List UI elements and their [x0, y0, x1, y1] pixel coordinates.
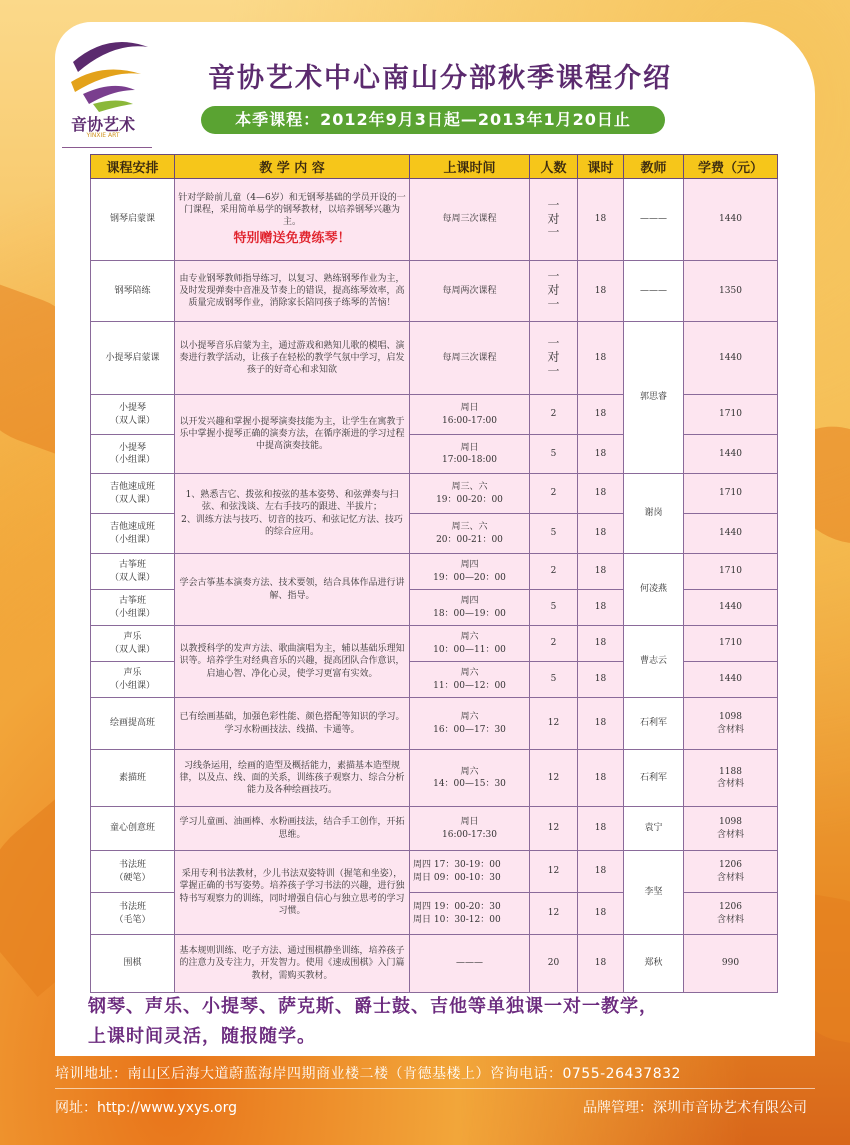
fee: 1206 含材料	[684, 893, 778, 935]
lesson-hours: 18	[578, 474, 624, 514]
student-count: 2	[530, 554, 578, 590]
fee: 1440	[684, 662, 778, 698]
student-count: 5	[530, 662, 578, 698]
course-time: 周三、六 20：00-21：00	[410, 514, 530, 554]
header-cell: 学费（元）	[684, 155, 778, 179]
lesson-hours: 18	[578, 662, 624, 698]
header-cell: 人数	[530, 155, 578, 179]
fee: 1440	[684, 179, 778, 261]
course-content: 由专业钢琴教师指导练习，以复习、熟练钢琴作业为主，及时发现弹奏中音准及节奏上的错误，提高练琴效率，高质量完成钢琴作业，消除家长陪同孩子练琴的苦恼！	[175, 261, 410, 322]
course-content: 以小提琴音乐启蒙为主，通过游戏和熟知儿歌的模唱、演奏进行教学活动，让孩子在轻松的教学气氛中学习，启发孩子的好奇心和求知欲	[175, 322, 410, 395]
course-name: 钢琴陪练	[91, 261, 175, 322]
header-cell: 上课时间	[410, 155, 530, 179]
student-count: 5	[530, 590, 578, 626]
course-content: 采用专利书法教材，少儿书法双姿特训（握笔和坐姿），掌握正确的书写姿势。培养孩子学习书法的兴趣，进行独特书写观察力的训练，同时增强自信心与独立思考的学习习惯。	[175, 851, 410, 935]
fee: 1710	[684, 395, 778, 435]
course-time: 周日 17:00-18:00	[410, 435, 530, 474]
course-content: 习线条运用，绘画的造型及概括能力，素描基本造型规律，以及点、线、面的关系，训练孩子观察力、综合分析能力及各种绘画技巧。	[175, 750, 410, 807]
course-name: 小提琴启蒙课	[91, 322, 175, 395]
course-content: 1、熟悉吉它、拨弦和按弦的基本姿势、和弦弹奏与扫弦、和弦浅谈、左右手技巧的跟进、半拔片； 2、训练方法与技巧、切音的技巧、和弦记忆方法、技巧的综合应用。	[175, 474, 410, 554]
course-name: 小提琴 （小组课）	[91, 435, 175, 474]
table-header-row	[91, 155, 778, 179]
course-name: 古筝班 （小组课）	[91, 590, 175, 626]
header-cell: 课程安排	[91, 155, 175, 179]
footer-divider	[55, 1088, 815, 1089]
table-row	[91, 807, 778, 851]
divider	[62, 147, 152, 148]
footer-address: 培训地址：南山区后海大道蔚蓝海岸四期商业楼二楼（肯德基楼上）咨询电话：0755-26437832	[55, 1066, 681, 1082]
logo-subtext: YINXIE ART	[86, 132, 120, 139]
student-count: 5	[530, 435, 578, 474]
fee: 1206 含材料	[684, 851, 778, 893]
course-time: 周四 17：30-19：00 周日 09：00-10：30	[410, 851, 530, 893]
student-count: 2	[530, 395, 578, 435]
course-time: 周三、六 19：00-20：00	[410, 474, 530, 514]
table-row	[91, 322, 778, 395]
student-count: 2	[530, 626, 578, 662]
promo-text	[88, 992, 788, 1052]
fee: 1098 含材料	[684, 698, 778, 750]
course-name: 绘画提高班	[91, 698, 175, 750]
course-name: 书法班 （毛笔）	[91, 893, 175, 935]
course-table	[90, 154, 778, 993]
student-count: 20	[530, 935, 578, 993]
course-name: 素描班	[91, 750, 175, 807]
lesson-hours: 18	[578, 698, 624, 750]
teacher: 石利军	[624, 750, 684, 807]
course-content-text: 针对学龄前儿童（4—6岁）和无钢琴基础的学员开设的一门课程，采用简单易学的钢琴教材，以培养钢琴兴趣为主。	[178, 192, 406, 227]
course-name: 古筝班 （双人课）	[91, 554, 175, 590]
lesson-hours: 18	[578, 626, 624, 662]
table-row	[91, 626, 778, 662]
lesson-hours: 18	[578, 435, 624, 474]
course-time: 周六 11：00—12：00	[410, 662, 530, 698]
student-count: 12	[530, 750, 578, 807]
footer-bottom	[55, 1097, 815, 1117]
course-name: 吉他速成班 （小组课）	[91, 514, 175, 554]
table-row	[91, 554, 778, 590]
table-row	[91, 261, 778, 322]
course-time: 周四 19：00—20：00	[410, 554, 530, 590]
course-name: 声乐 （双人课）	[91, 626, 175, 662]
table-row	[91, 750, 778, 807]
course-name: 声乐 （小组课）	[91, 662, 175, 698]
fee: 1188 含材料	[684, 750, 778, 807]
lesson-hours: 18	[578, 395, 624, 435]
fee: 1440	[684, 435, 778, 474]
teacher: 李坚	[624, 851, 684, 935]
free-practice-note: 特别赠送免费练琴！	[233, 230, 351, 246]
season-banner: 本季课程：2012年9月3日起—2013年1月20日止	[201, 106, 665, 134]
brand-management: 品牌管理：深圳市音协艺术有限公司	[583, 1100, 807, 1116]
lesson-hours: 18	[578, 893, 624, 935]
course-name: 吉他速成班 （双人课）	[91, 474, 175, 514]
lesson-hours: 18	[578, 750, 624, 807]
course-content: 学习儿童画、油画棒、水粉画技法，结合手工创作，开拓思维。	[175, 807, 410, 851]
course-name: 围棋	[91, 935, 175, 993]
header-cell: 教师	[624, 155, 684, 179]
promo-line-2: 上课时间灵活，随报随学。	[88, 1026, 316, 1047]
fee: 1440	[684, 590, 778, 626]
table-row	[91, 935, 778, 993]
course-time: 周六 10：00—11：00	[410, 626, 530, 662]
fee: 990	[684, 935, 778, 993]
table-row	[91, 851, 778, 893]
lesson-hours: 18	[578, 514, 624, 554]
teacher: ———	[624, 261, 684, 322]
fee: 1350	[684, 261, 778, 322]
teacher: 谢岗	[624, 474, 684, 554]
course-time: 每周三次课程	[410, 322, 530, 395]
fee: 1710	[684, 554, 778, 590]
course-time: 周四 18：00—19：00	[410, 590, 530, 626]
course-name: 钢琴启蒙课	[91, 179, 175, 261]
teacher: 石利军	[624, 698, 684, 750]
fee: 1710	[684, 626, 778, 662]
teacher: 郭思睿	[624, 322, 684, 474]
fee: 1440	[684, 322, 778, 395]
course-content: 已有绘画基础，加强色彩性能、颜色搭配等知识的学习。学习水粉画技法、线描、卡通等。	[175, 698, 410, 750]
lesson-hours: 18	[578, 179, 624, 261]
course-time: 每周两次课程	[410, 261, 530, 322]
page-title: 音协艺术中心南山分部秋季课程介绍	[208, 63, 672, 94]
table-row	[91, 474, 778, 514]
student-count: 12	[530, 698, 578, 750]
student-count: 一 对 一	[530, 322, 578, 395]
header-cell: 课时	[578, 155, 624, 179]
student-count: 12	[530, 893, 578, 935]
course-time: 周六 16：00—17：30	[410, 698, 530, 750]
course-time: 周日 16:00-17:30	[410, 807, 530, 851]
student-count: 一 对 一	[530, 261, 578, 322]
course-content: 以开发兴趣和掌握小提琴演奏技能为主，让学生在寓教于乐中掌握小提琴正确的演奏方法，在循序渐进的学习过程中提高演奏技能。	[175, 395, 410, 474]
student-count: 2	[530, 474, 578, 514]
course-content: 以教授科学的发声方法、歌曲演唱为主，辅以基础乐理知识等。培养学生对经典音乐的兴趣，提高团队合作意识，启迪心智、净化心灵，使学习更富有实效。	[175, 626, 410, 698]
teacher: 袁宁	[624, 807, 684, 851]
course-time: 周六 14：00—15：30	[410, 750, 530, 807]
course-time: 周日 16:00-17:00	[410, 395, 530, 435]
lesson-hours: 18	[578, 851, 624, 893]
student-count: 12	[530, 851, 578, 893]
table-row	[91, 179, 778, 261]
student-count: 5	[530, 514, 578, 554]
teacher: 曹志云	[624, 626, 684, 698]
course-content	[175, 179, 410, 261]
student-count: 一 对 一	[530, 179, 578, 261]
teacher: 何凌燕	[624, 554, 684, 626]
course-time: 周四 19：00-20：30 周日 10：30-12：00	[410, 893, 530, 935]
website-link[interactable]: 网址：http://www.yxys.org	[55, 1100, 237, 1116]
promo-line-1: 钢琴、声乐、小提琴、萨克斯、爵士鼓、吉他等单独课一对一教学，	[88, 996, 658, 1017]
lesson-hours: 18	[578, 554, 624, 590]
course-time: 每周三次课程	[410, 179, 530, 261]
lesson-hours: 18	[578, 322, 624, 395]
course-content: 基本规则训练、吃子方法、通过围棋静坐训练，培养孩子的注意力及专注力，开发智力。使用《速成围棋》入门篇教材，需购买教材。	[175, 935, 410, 993]
teacher: ———	[624, 179, 684, 261]
table-row	[91, 698, 778, 750]
course-name: 小提琴 （双人课）	[91, 395, 175, 435]
course-name: 童心创意班	[91, 807, 175, 851]
student-count: 12	[530, 807, 578, 851]
course-time: ———	[410, 935, 530, 993]
teacher: 郑秋	[624, 935, 684, 993]
lesson-hours: 18	[578, 807, 624, 851]
course-name: 书法班 （硬笔）	[91, 851, 175, 893]
lesson-hours: 18	[578, 935, 624, 993]
fee: 1710	[684, 474, 778, 514]
lesson-hours: 18	[578, 590, 624, 626]
fee: 1440	[684, 514, 778, 554]
header-cell: 教 学 内 容	[175, 155, 410, 179]
course-content: 学会古筝基本演奏方法、技术要领，结合具体作品进行讲解、指导。	[175, 554, 410, 626]
fee: 1098 含材料	[684, 807, 778, 851]
logo-text: 音协艺术	[70, 115, 135, 134]
lesson-hours: 18	[578, 261, 624, 322]
